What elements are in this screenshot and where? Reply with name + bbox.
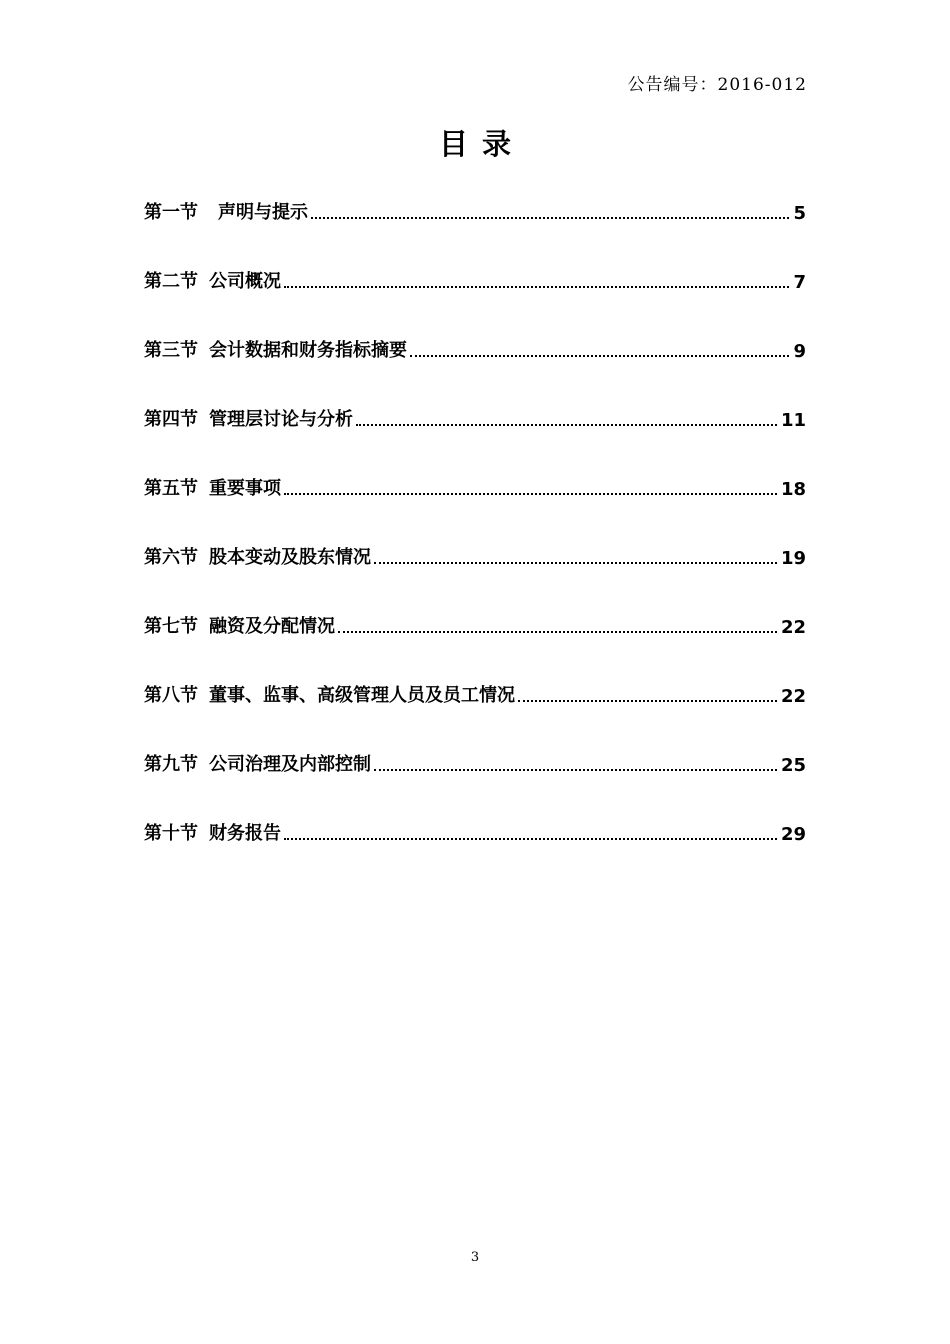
toc-dot-leader xyxy=(374,562,777,564)
toc-entry[interactable] xyxy=(144,334,806,362)
toc-page-number: 19 xyxy=(780,548,806,569)
toc-section-heading: 董事、监事、高级管理人员及员工情况 xyxy=(209,685,515,706)
toc-dot-leader xyxy=(311,217,789,219)
toc-dot-leader xyxy=(374,769,777,771)
toc-section-heading: 重要事项 xyxy=(209,478,281,499)
toc-section-number: 第三节 xyxy=(144,340,198,361)
toc-section-heading: 公司治理及内部控制 xyxy=(209,754,371,775)
toc-section-number: 第二节 xyxy=(144,271,198,292)
toc-entry[interactable] xyxy=(144,679,806,707)
toc-section-heading: 管理层讨论与分析 xyxy=(209,409,353,430)
toc-dot-leader xyxy=(356,424,777,426)
toc-page-number: 25 xyxy=(780,755,806,776)
toc-dot-leader xyxy=(284,493,777,495)
toc-dot-leader xyxy=(284,286,789,288)
toc-entry[interactable] xyxy=(144,472,806,500)
toc-section-number: 第六节 xyxy=(144,547,198,568)
toc-section-number: 第五节 xyxy=(144,478,198,499)
toc-dot-leader xyxy=(410,355,789,357)
toc-page-number: 29 xyxy=(780,824,806,845)
toc-section-number: 第四节 xyxy=(144,409,198,430)
toc-section-number: 第一节 xyxy=(144,202,198,223)
toc-entry[interactable] xyxy=(144,748,806,776)
toc-section-number: 第十节 xyxy=(144,823,198,844)
toc-section-number: 第八节 xyxy=(144,685,198,706)
toc-page-number: 7 xyxy=(793,272,806,293)
toc-entry[interactable] xyxy=(144,196,806,224)
toc-entry[interactable] xyxy=(144,817,806,845)
toc-dot-leader xyxy=(284,838,777,840)
toc-page-number: 22 xyxy=(780,686,806,707)
toc-section-heading: 会计数据和财务指标摘要 xyxy=(209,340,407,361)
toc-page-number: 18 xyxy=(780,479,806,500)
toc-section-number: 第九节 xyxy=(144,754,198,775)
toc-entry[interactable] xyxy=(144,541,806,569)
toc-title: 目录 xyxy=(438,127,525,161)
toc-entry[interactable] xyxy=(144,403,806,431)
toc-page-number: 9 xyxy=(793,341,806,362)
toc-page-number: 5 xyxy=(793,203,806,224)
toc-section-heading: 融资及分配情况 xyxy=(209,616,335,637)
toc-dot-leader xyxy=(518,700,777,702)
toc-section-heading: 公司概况 xyxy=(209,271,281,292)
toc-section-heading: 财务报告 xyxy=(209,823,281,844)
toc-dot-leader xyxy=(338,631,777,633)
toc-section-heading: 声明与提示 xyxy=(218,202,308,223)
toc-page-number: 11 xyxy=(780,410,806,431)
toc-entry[interactable] xyxy=(144,265,806,293)
announcement-number: 公告编号：2016-012 xyxy=(627,75,807,95)
toc-section-heading: 股本变动及股东情况 xyxy=(209,547,371,568)
toc-entry[interactable] xyxy=(144,610,806,638)
toc-section-number: 第七节 xyxy=(144,616,198,637)
page-footer-number: 3 xyxy=(470,1250,480,1265)
toc-page-number: 22 xyxy=(780,617,806,638)
